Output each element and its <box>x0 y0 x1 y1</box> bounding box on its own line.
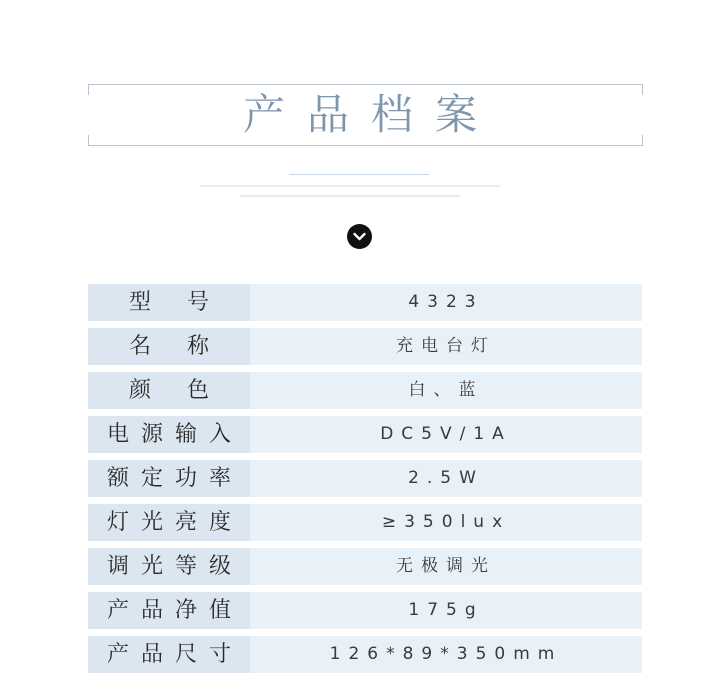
title-underline <box>289 174 429 175</box>
spec-row-weight <box>88 592 642 629</box>
spec-row-size <box>88 636 642 673</box>
spec-value: 无极调光 <box>396 556 496 576</box>
spec-row-power-input <box>88 416 642 453</box>
spec-value: 充电台灯 <box>396 336 496 356</box>
scroll-down-button[interactable] <box>347 224 372 249</box>
decorative-line <box>240 195 460 197</box>
spec-label: 电源输入 <box>88 416 250 453</box>
spec-row-brightness <box>88 504 642 541</box>
spec-value: 175g <box>408 600 484 620</box>
spec-value: 126*89*350mm <box>329 644 563 664</box>
spec-row-dimming <box>88 548 642 585</box>
spec-row-rated-power <box>88 460 642 497</box>
spec-label: 调光等级 <box>88 548 250 585</box>
spec-table <box>88 284 642 680</box>
spec-value: 4323 <box>408 292 484 312</box>
spec-value: 2.5W <box>408 468 484 488</box>
spec-value: ≥350lux <box>381 512 511 532</box>
spec-label: 名称 <box>88 328 250 365</box>
page-title: 产品档案 <box>242 90 499 139</box>
spec-row-color <box>88 372 642 409</box>
spec-label: 型号 <box>88 284 250 321</box>
spec-row-name <box>88 328 642 365</box>
spec-row-model <box>88 284 642 321</box>
spec-label: 灯光亮度 <box>88 504 250 541</box>
chevron-down-icon <box>347 224 372 249</box>
spec-label: 额定功率 <box>88 460 250 497</box>
spec-value: 白、蓝 <box>408 380 484 400</box>
decorative-line <box>200 185 500 187</box>
spec-value: DC5V/1A <box>380 424 512 444</box>
spec-label: 产品尺寸 <box>88 636 250 673</box>
spec-label: 产品净值 <box>88 592 250 629</box>
spec-label: 颜色 <box>88 372 250 409</box>
